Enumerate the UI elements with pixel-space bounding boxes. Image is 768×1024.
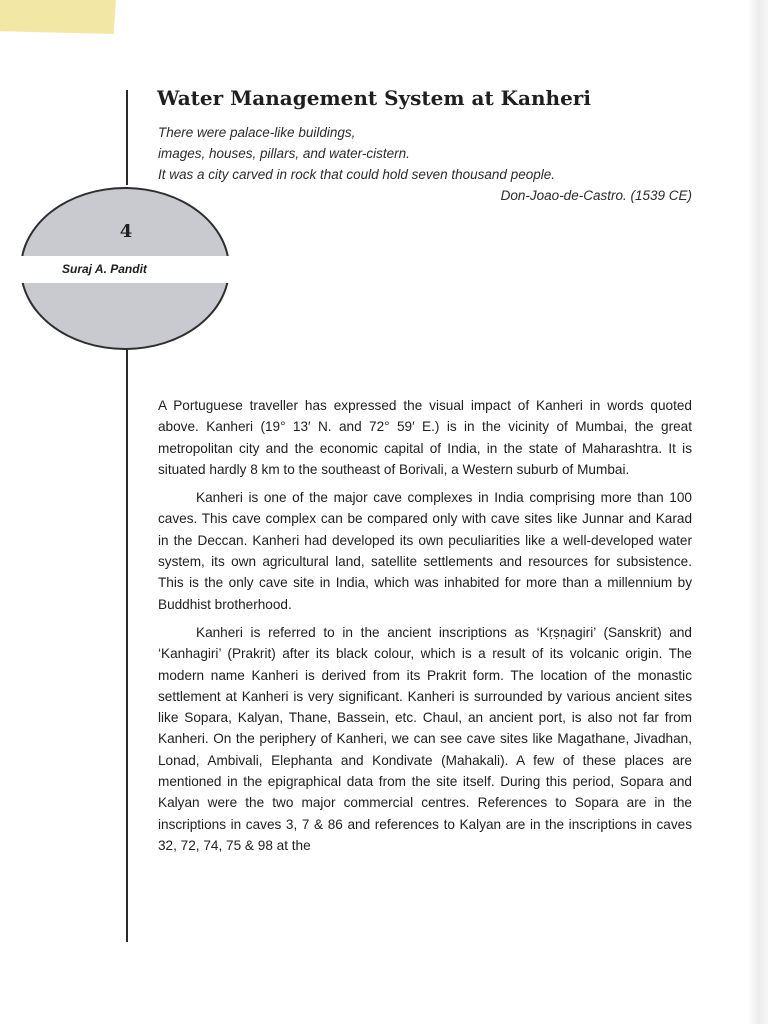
paragraph: Kanheri is referred to in the ancient inscriptions as ‘Kṛṣṇagiri’ (Sanskrit) and ‘Kanhagiri’ (Prakrit) after its black colour, which is a result of its volcanic origin. The modern name Kanheri is derived from its Prakrit form. The location of the monastic settlement at Kanheri is very significant. Kanheri is surrounded by various ancient sites like Sopara, Kalyan, Thane, Bassein, etc. Chaul, an ancient port, is also not far from Kanheri. On the periphery of Kanheri, we can see cave sites like Magathane, Jivadhan, Lonad, Ambivali, Elephanta and Kondivate (Mahakali). A few of these places are mentioned in the epigraphical data from the site itself. During this period, Sopara and Kalyan were the two major commercial centres. References to Sopara are in the inscriptions in caves 3, 7 & 86 and references to Kalyan are in the inscriptions in caves 32, 72, 74, 75 & 98 at the [158,624,692,853]
chapter-title: Water Management System at Kanheri [157,86,591,110]
paragraph: A Portuguese traveller has expressed the visual impact of Kanheri in words quoted above. Kanheri (19° 13′ N. and 72° 59′ E.) is in the vicinity of Mumbai, the great metropolitan city and the economic capital of India, in the state of Maharashtra. It is situated hardly 8 km to the southeast of Borivali, a Western suburb of Mumbai. [158,398,692,477]
sticky-note [0,0,116,34]
chapter-number: 4 [119,221,133,242]
margin-rule-bottom [126,345,128,942]
margin-rule-top [126,90,128,185]
body-text [158,395,692,863]
epigraph-line: It was a city carved in rock that could hold seven thousand people. [158,167,555,182]
epigraph-line: images, houses, pillars, and water-cistern. [158,146,410,161]
epigraph [158,122,692,206]
author-name: Suraj A. Pandit [62,262,147,276]
epigraph-attribution: Don-Joao-de-Castro. (1539 CE) [500,188,692,203]
epigraph-line: There were palace-like buildings, [158,125,356,140]
page-edge-shadow [748,0,768,1024]
paragraph: Kanheri is one of the major cave complexes in India comprising more than 100 caves. This cave complex can be compared only with cave sites like Junnar and Karad in the Deccan. Kanheri had developed its own peculiarities like a well-developed water system, its own agricultural land, satellite settlements and resources for subsistence. This is the only cave site in India, which was inhabited for more than a millennium by Buddhist brotherhood. [158,490,692,612]
